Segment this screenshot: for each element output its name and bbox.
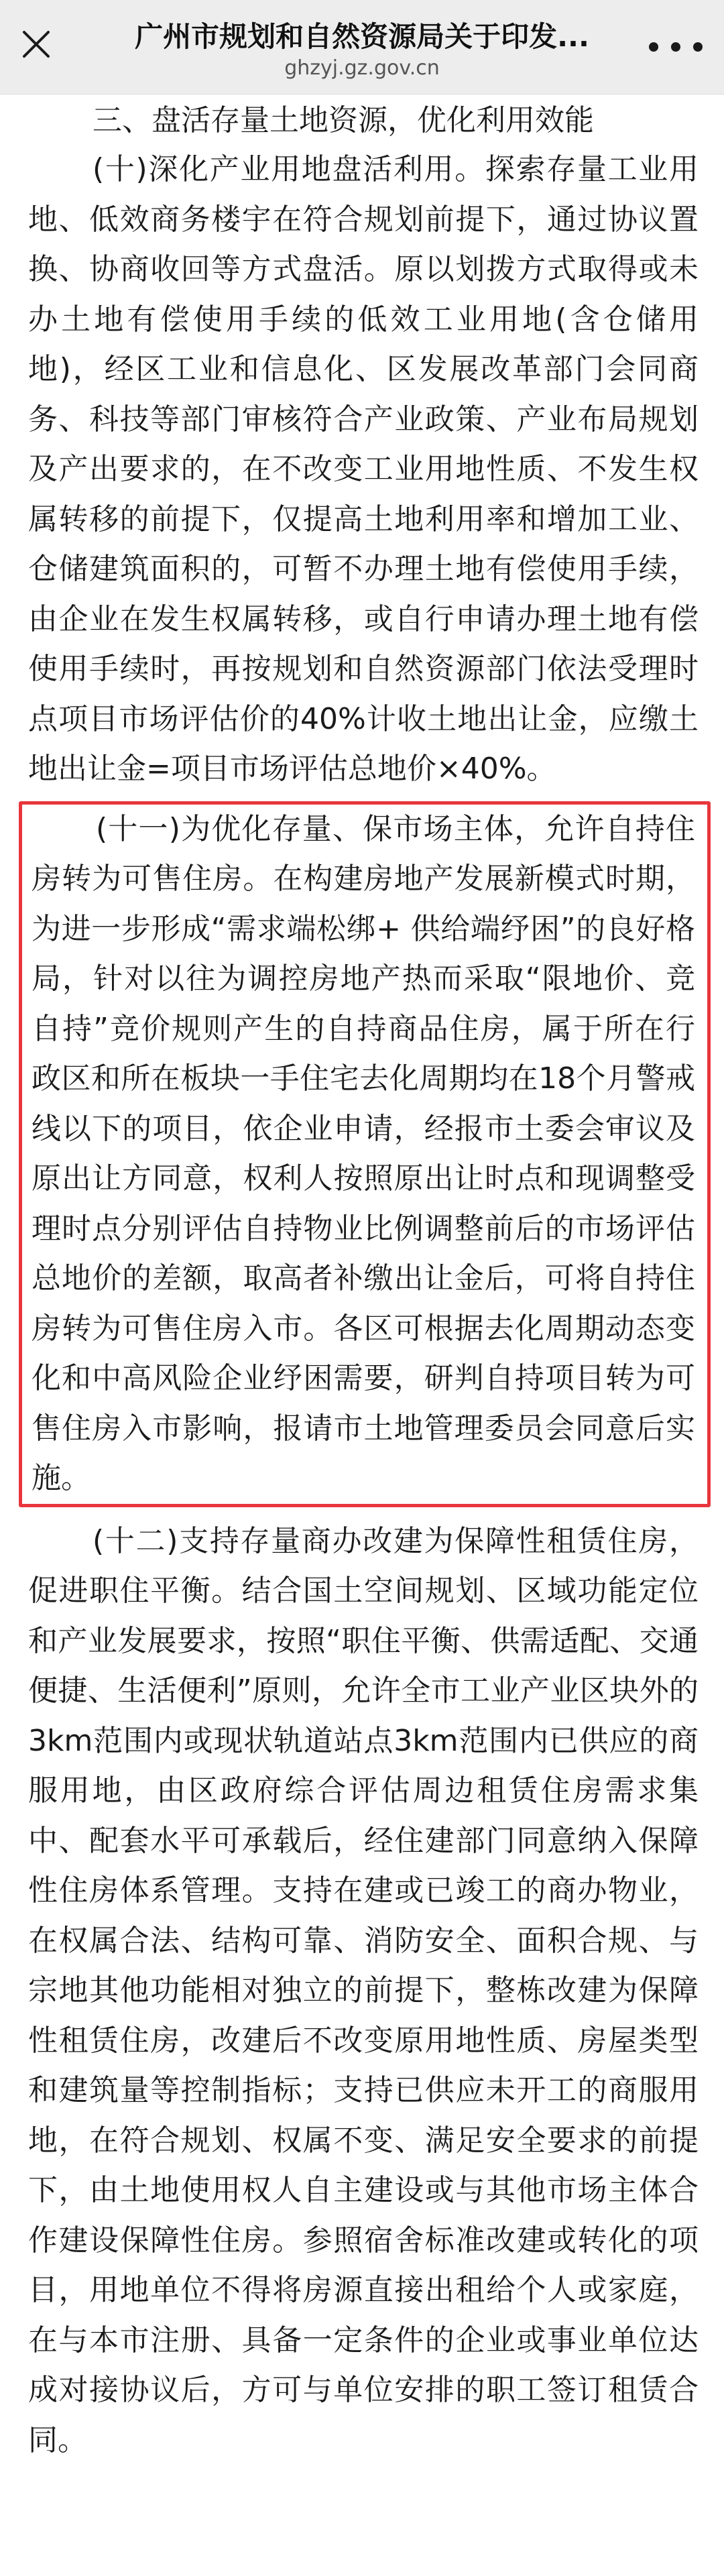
paragraph-11: (十一)为优化存量、保市场主体，允许自持住房转为可售住房。在构建房地产发展新模式时期，为进一步形成“需求端松绑+ 供给端纾困”的良好格局，针对以往为调控房地产热而采取“限地价、竞自持”竞价规则产生的自持商品住房，属于所在行政区和所在板块一手住宅去化周期均在18个月警戒线以下的项目，依企业申请，经报市土委会审议及原出让方同意，权利人按照原出让时点和现调整受理时点分别评估自持物业比例调整前后的市场评估总地价的差额，取高者补缴出让金后，可将自持住房转为可售住房入市。各区可根据去化周期动态变化和中高风险企业纾困需要，研判自持项目转为可售住房入市影响，报请市土地管理委员会同意后实施。 [32, 811, 695, 1495]
more-button[interactable] [649, 34, 703, 60]
more-icon-dot [693, 42, 703, 52]
more-icon-dot [649, 42, 658, 52]
paragraph-10: (十)深化产业用地盘活利用。探索存量工业用地、低效商务楼宇在符合规划前提下，通过协议置换、协商收回等方式盘活。原以划拨方式取得或未办土地有偿使用手续的低效工业用地(含仓储用地)，经区工业和信息化、区发展改革部门会同商务、科技等部门审核符合产业政策、产业布局规划及产出要求的，在不改变工业用地性质、不发生权属转移的前提下，仅提高土地利用率和增加工业、仓储建筑面积的，可暂不办理土地有偿使用手续，由企业在发生权属转移，或自行申请办理土地有偿使用手续时，再按规划和自然资源部门依法受理时点项目市场评估价的40%计收土地出让金，应缴土地出让金=项目市场评估总地价×40%。 [28, 152, 699, 786]
page-title: 广州市规划和自然资源局关于印发... [135, 20, 589, 53]
page-url: ghzyj.gz.gov.cn [284, 56, 440, 80]
section-heading: 三、盘活存量土地资源，优化利用效能 [93, 103, 594, 137]
article-body [28, 97, 699, 2465]
close-button[interactable] [15, 23, 58, 66]
more-icon-dot [671, 42, 680, 52]
highlight-box [19, 801, 711, 1507]
paragraph-12: (十二)支持存量商办改建为保障性租赁住房，促进职住平衡。结合国土空间规划、区域功能定位和产业发展要求，按照“职住平衡、供需适配、交通便捷、生活便利”原则，允许全市工业产业区块外的3km范围内或现状轨道站点3km范围内已供应的商服用地，由区政府综合评估周边租赁住房需求集中、配套水平可承载后，经住建部门同意纳入保障性住房体系管理。支持在建或已竣工的商办物业，在权属合法、结构可靠、消防安全、面积合规、与宗地其他功能相对独立的前提下，整栋改建为保障性租赁住房，改建后不改变原用地性质、房屋类型和建筑量等控制指标；支持已供应未开工的商服用地，在符合规划、权属不变、满足安全要求的前提下，由土地使用权人自主建设或与其他市场主体合作建设保障性住房。参照宿舍标准改建或转化的项目，用地单位不得将房源直接出租给个人或家庭，在与本市注册、具备一定条件的企业或事业单位达成对接协议后，方可与单位安排的职工签订租赁合同。 [28, 1523, 699, 2457]
close-icon [21, 30, 51, 59]
nav-bar [0, 0, 724, 95]
